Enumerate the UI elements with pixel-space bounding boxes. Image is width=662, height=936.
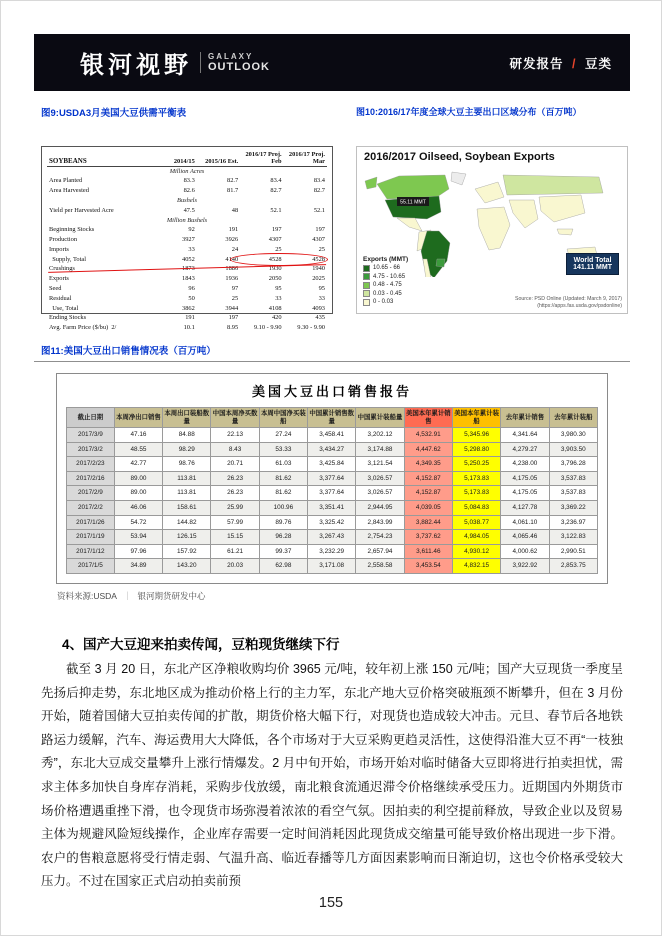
usda-cell: 24	[231, 245, 239, 253]
usda-cell: 25	[231, 294, 239, 302]
sales-value-cell: 96.28	[259, 530, 307, 545]
report-category-label	[510, 54, 612, 72]
sales-value-cell: 5,250.25	[452, 457, 500, 472]
usda-data-row	[47, 255, 327, 265]
sales-value-cell: 3,351.41	[308, 500, 356, 515]
sales-value-cell: 4,349.35	[404, 457, 452, 472]
usda-cell: 82.7	[270, 187, 282, 195]
legend-label: 0.03 - 0.45	[373, 290, 402, 297]
sales-value-cell: 3,267.43	[308, 530, 356, 545]
sales-date-cell: 2017/2/2	[67, 500, 115, 515]
usda-row-label: Yield per Harvested Acre	[49, 206, 114, 214]
usda-data-row	[47, 294, 327, 304]
usda-cell: 3862	[182, 304, 195, 312]
usda-col-header-2015-16: 2015/16 Est.	[197, 150, 240, 167]
sales-value-cell: 3,236.97	[549, 515, 597, 530]
sales-value-cell: 158.61	[163, 500, 211, 515]
usda-cell: 2050	[268, 275, 282, 283]
sales-value-cell: 3,202.12	[356, 428, 404, 443]
usda-row-label: Crushings	[49, 265, 75, 273]
sales-row	[67, 500, 598, 515]
sales-value-cell: 3,611.46	[404, 544, 452, 559]
sales-row	[67, 471, 598, 486]
sales-value-cell: 3,121.54	[356, 457, 404, 472]
data-source-note	[57, 590, 206, 602]
usda-table-title: SOYBEANS	[47, 150, 153, 167]
usda-row-label: Seed	[49, 284, 62, 292]
usda-data-row	[47, 314, 327, 324]
usda-cell: 9.30 - 9.90	[297, 324, 325, 332]
usda-unit-label: Bushels	[177, 196, 197, 204]
usda-cell: 3927	[182, 236, 195, 244]
sales-value-cell: 3,325.42	[308, 515, 356, 530]
usda-cell: 420	[271, 314, 282, 322]
sales-value-cell: 61.03	[259, 457, 307, 472]
sales-value-cell: 5,173.83	[452, 471, 500, 486]
sales-date-cell: 2017/1/5	[67, 559, 115, 574]
sales-header-row	[67, 408, 598, 428]
usda-unit-row	[47, 167, 327, 177]
usda-row-label: Avg. Farm Price ($/bu) 2/	[49, 324, 117, 332]
usda-cell: 4307	[268, 236, 282, 244]
usda-cell: 2025	[312, 275, 325, 283]
legend-swatch	[363, 282, 370, 289]
sales-value-cell: 4,930.12	[452, 544, 500, 559]
usda-cell: 435	[315, 314, 325, 322]
usda-cell: 1940	[312, 265, 325, 273]
sales-value-cell: 53.33	[259, 442, 307, 457]
sales-date-cell: 2017/2/16	[67, 471, 115, 486]
usda-row-label: Area Harvested	[49, 187, 89, 195]
sales-value-cell: 4,175.05	[501, 471, 549, 486]
usda-data-row	[47, 324, 327, 334]
usda-cell: 52.1	[313, 206, 325, 214]
sales-value-cell: 3,922.92	[501, 559, 549, 574]
sales-value-cell: 89.00	[114, 486, 162, 501]
sales-col-header: 去年累计装船	[549, 408, 597, 428]
usda-row-label: Use, Total	[49, 304, 79, 312]
sales-value-cell: 27.24	[259, 428, 307, 443]
sales-value-cell: 4,152.87	[404, 486, 452, 501]
sales-value-cell: 2,853.75	[549, 559, 597, 574]
sales-value-cell: 89.00	[114, 471, 162, 486]
legend-label: 10.65 - 66	[373, 265, 401, 271]
sales-row	[67, 544, 598, 559]
sales-value-cell: 157.92	[163, 544, 211, 559]
usda-row-label: Supply, Total	[49, 255, 87, 263]
usda-cell: 197	[315, 226, 325, 234]
sales-value-cell: 98.76	[163, 457, 211, 472]
sales-value-cell: 3,537.83	[549, 486, 597, 501]
sales-col-header: 本周出口装船数量	[163, 408, 211, 428]
source-suffix: 银河期货研发中心	[137, 591, 206, 601]
usda-cell: 191	[228, 226, 239, 234]
sales-row	[67, 515, 598, 530]
usda-cell: 83.4	[270, 177, 282, 185]
sales-value-cell: 42.77	[114, 457, 162, 472]
sales-value-cell: 113.81	[163, 471, 211, 486]
sales-value-cell: 15.15	[211, 530, 259, 545]
sales-row	[67, 457, 598, 472]
legend-title: Exports (MMT)	[363, 255, 409, 263]
usda-cell: 33	[318, 294, 325, 302]
logo-chinese-text: 银河视野	[80, 52, 192, 79]
sales-value-cell: 4,000.62	[501, 544, 549, 559]
usda-cell: 4528	[312, 255, 325, 263]
usda-data-row	[47, 275, 327, 285]
sales-date-cell: 2017/3/9	[67, 428, 115, 443]
sales-value-cell: 3,458.41	[308, 428, 356, 443]
sales-value-cell: 4,175.05	[501, 486, 549, 501]
usda-unit-label: Million Bushels	[166, 216, 208, 224]
usda-col-header-mar: 2016/17 Proj. Mar	[284, 150, 327, 167]
source-divider: ｜	[122, 591, 132, 601]
legend-item	[363, 265, 408, 272]
usda-data-row	[47, 284, 327, 294]
sales-col-header: 截止日期	[67, 408, 115, 428]
sales-value-cell: 5,084.83	[452, 500, 500, 515]
usda-cell: 82.6	[183, 187, 195, 195]
usda-cell: 50	[188, 294, 195, 302]
sales-value-cell: 46.06	[114, 500, 162, 515]
sales-col-header: 去年累计销售	[501, 408, 549, 428]
legend-swatch	[363, 265, 370, 272]
sales-row	[67, 486, 598, 501]
sales-value-cell: 81.62	[259, 486, 307, 501]
figure11-caption: 图11:美国大豆出口销售情况表（百万吨）	[41, 346, 216, 357]
sales-value-cell: 4,127.78	[501, 500, 549, 515]
sales-value-cell: 3,026.57	[356, 486, 404, 501]
sales-row	[67, 559, 598, 574]
sales-value-cell: 144.82	[163, 515, 211, 530]
sales-value-cell: 98.29	[163, 442, 211, 457]
sales-value-cell: 3,377.64	[308, 471, 356, 486]
sales-col-header: 本周净出口销售	[114, 408, 162, 428]
usda-cell: 1843	[182, 275, 195, 283]
usda-cell: 95	[318, 284, 325, 292]
sales-value-cell: 47.16	[114, 428, 162, 443]
sales-report-title: 美国大豆出口销售报告	[251, 384, 412, 399]
usda-cell: 3926	[225, 236, 239, 244]
usda-cell: 4108	[268, 304, 282, 312]
sales-col-header: 中国本周净买数量	[211, 408, 259, 428]
export-sales-table	[66, 407, 598, 574]
sales-value-cell: 81.62	[259, 471, 307, 486]
usda-row-label: Exports	[49, 275, 69, 283]
sales-value-cell: 2,944.95	[356, 500, 404, 515]
sales-row	[67, 428, 598, 443]
usda-row-label: Beginning Stocks	[49, 226, 95, 234]
category-label: 豆类	[584, 56, 612, 71]
figure10-caption: 图10:2016/17年度全球大豆主要出口区域分布（百万吨）	[356, 107, 582, 117]
sales-col-header: 中国累计销售数量	[308, 408, 356, 428]
sales-row	[67, 530, 598, 545]
usda-cell: 81.7	[227, 187, 239, 195]
sales-date-cell: 2017/2/23	[67, 457, 115, 472]
usda-cell: 92	[188, 226, 195, 234]
usda-col-header-feb: 2016/17 Proj. Feb	[240, 150, 283, 167]
sales-value-cell: 2,657.94	[356, 544, 404, 559]
sales-value-cell: 5,345.96	[452, 428, 500, 443]
sales-value-cell: 3,171.08	[308, 559, 356, 574]
sales-value-cell: 34.89	[114, 559, 162, 574]
usda-data-row	[47, 226, 327, 236]
usda-cell: 96	[188, 284, 195, 292]
usda-unit-label: Million Acres	[169, 167, 205, 175]
sales-value-cell: 97.96	[114, 544, 162, 559]
usda-cell: 25	[275, 245, 282, 253]
usda-cell: 191	[185, 314, 195, 322]
sales-col-header: 中国累计装船量	[356, 408, 404, 428]
export-sales-report-figure	[56, 373, 608, 584]
sales-value-cell: 54.72	[114, 515, 162, 530]
sales-value-cell: 4,238.00	[501, 457, 549, 472]
sales-value-cell: 57.99	[211, 515, 259, 530]
sales-value-cell: 20.03	[211, 559, 259, 574]
legend-label: 0.48 - 4.75	[373, 282, 402, 288]
usda-cell: 1873	[182, 265, 195, 273]
usda-row-label: Residual	[49, 294, 72, 302]
usda-cell: 83.4	[313, 177, 325, 185]
usda-cell: 52.1	[270, 206, 282, 214]
usda-cell: 25	[318, 245, 325, 253]
sales-value-cell: 126.15	[163, 530, 211, 545]
map-legend	[363, 256, 408, 308]
usda-cell: 4140	[225, 255, 239, 263]
sales-value-cell: 3,737.62	[404, 530, 452, 545]
usda-cell: 9.10 - 9.90	[253, 324, 282, 332]
sales-value-cell: 3,425.84	[308, 457, 356, 472]
sales-date-cell: 2017/1/26	[67, 515, 115, 530]
usda-data-row	[47, 265, 327, 275]
usda-unit-row	[47, 216, 327, 226]
usda-cell: 83.3	[183, 177, 195, 185]
usda-row-label: Imports	[49, 245, 69, 253]
usda-data-row	[47, 304, 327, 314]
usda-cell: 1930	[268, 265, 282, 273]
sales-col-header: 本周中国净买装船	[259, 408, 307, 428]
sales-value-cell: 20.71	[211, 457, 259, 472]
map-legend-items	[363, 265, 408, 306]
usda-cell: 3944	[225, 304, 239, 312]
legend-item	[363, 299, 408, 306]
usda-cell: 1886	[225, 265, 239, 273]
sales-value-cell: 2,990.51	[549, 544, 597, 559]
legend-swatch	[363, 273, 370, 280]
sales-value-cell: 3,377.64	[308, 486, 356, 501]
sales-col-header: 美国本年累计装船	[452, 408, 500, 428]
sales-value-cell: 4,039.05	[404, 500, 452, 515]
sales-value-cell: 3,980.30	[549, 428, 597, 443]
sales-value-cell: 3,232.29	[308, 544, 356, 559]
usda-cell: 197	[228, 314, 239, 322]
usda-table-body	[47, 167, 327, 334]
sales-value-cell: 2,558.58	[356, 559, 404, 574]
usda-cell: 48	[231, 206, 239, 214]
usda-col-header-2014-15: 2014/15	[153, 150, 196, 167]
sales-value-cell: 22.13	[211, 428, 259, 443]
usda-row-label: Ending Stocks	[49, 314, 87, 322]
separator-slash: /	[572, 56, 577, 71]
usda-cell: 82.7	[313, 187, 325, 195]
soybean-export-map-figure	[356, 146, 628, 314]
svg-text:55.11 MMT: 55.11 MMT	[400, 199, 426, 206]
usda-data-row	[47, 235, 327, 245]
world-total-value: 141.11 MMT	[573, 264, 612, 271]
sales-value-cell: 4,065.46	[501, 530, 549, 545]
sales-value-cell: 3,537.83	[549, 471, 597, 486]
header-bar	[34, 34, 630, 91]
usda-data-row	[47, 177, 327, 187]
section-heading: 4、国产大豆迎来拍卖传闻，豆粕现货继续下行	[62, 637, 340, 652]
usda-cell: 4307	[312, 236, 325, 244]
sales-value-cell: 4,447.62	[404, 442, 452, 457]
usda-balance-table-figure	[41, 146, 333, 332]
usda-cell: 4528	[268, 255, 282, 263]
usda-cell: 1936	[225, 275, 239, 283]
sales-value-cell: 3,453.54	[404, 559, 452, 574]
sales-value-cell: 4,152.87	[404, 471, 452, 486]
legend-item	[363, 290, 408, 297]
usda-cell: 33	[275, 294, 282, 302]
galaxy-logo	[80, 45, 270, 80]
source-prefix: 资料来源:USDA	[57, 591, 117, 601]
sales-value-cell: 4,061.10	[501, 515, 549, 530]
sales-value-cell: 99.37	[259, 544, 307, 559]
sales-value-cell: 3,026.57	[356, 471, 404, 486]
sales-value-cell: 5,298.80	[452, 442, 500, 457]
usda-cell: 97	[231, 284, 239, 292]
page-number: 155	[318, 895, 344, 911]
usda-cell: 10.1	[183, 324, 195, 332]
usda-header-row	[47, 150, 327, 167]
sales-row	[67, 442, 598, 457]
usda-data-row	[47, 187, 327, 197]
sales-value-cell: 48.55	[114, 442, 162, 457]
sales-value-cell: 26.23	[211, 486, 259, 501]
usda-cell: 197	[271, 226, 282, 234]
logo-english-text: GALAXY OUTLOOK	[200, 52, 270, 73]
usda-supply-demand-table	[47, 150, 327, 333]
sales-value-cell: 84.88	[163, 428, 211, 443]
legend-swatch	[363, 290, 370, 297]
usda-data-row	[47, 206, 327, 216]
usda-cell: 47.5	[183, 206, 195, 214]
sales-date-cell: 2017/1/19	[67, 530, 115, 545]
map-title: 2016/2017 Oilseed, Soybean Exports	[364, 151, 555, 163]
world-total-badge	[566, 253, 619, 275]
sales-value-cell: 100.96	[259, 500, 307, 515]
sales-value-cell: 26.23	[211, 471, 259, 486]
sales-value-cell: 2,754.23	[356, 530, 404, 545]
usda-cell: 33	[188, 245, 195, 253]
sales-date-cell: 2017/2/9	[67, 486, 115, 501]
sales-date-cell: 2017/3/2	[67, 442, 115, 457]
usda-unit-row	[47, 196, 327, 206]
sales-value-cell: 143.20	[163, 559, 211, 574]
sales-value-cell: 8.43	[211, 442, 259, 457]
sales-date-cell: 2017/1/12	[67, 544, 115, 559]
legend-label: 4.75 - 10.65	[373, 273, 406, 280]
sales-value-cell: 4,341.64	[501, 428, 549, 443]
legend-label: 0 - 0.03	[373, 299, 394, 305]
sales-value-cell: 5,038.77	[452, 515, 500, 530]
report-label: 研发报告	[509, 56, 564, 71]
legend-swatch	[363, 299, 370, 306]
sales-value-cell: 3,122.83	[549, 530, 597, 545]
sales-value-cell: 3,174.88	[356, 442, 404, 457]
sales-value-cell: 3,796.28	[549, 457, 597, 472]
legend-item	[363, 273, 408, 280]
sales-value-cell: 53.94	[114, 530, 162, 545]
sales-col-header: 美国本年累计销售	[404, 408, 452, 428]
sales-value-cell: 113.81	[163, 486, 211, 501]
horizontal-rule	[34, 361, 630, 362]
sales-value-cell: 4,984.05	[452, 530, 500, 545]
sales-value-cell: 4,832.15	[452, 559, 500, 574]
usda-cell: 4052	[182, 255, 195, 263]
sales-value-cell: 5,173.83	[452, 486, 500, 501]
sales-value-cell: 25.99	[211, 500, 259, 515]
sales-value-cell: 4,532.91	[404, 428, 452, 443]
map-source-note: Source: PSD Online (Updated: March 9, 2017) (https://apps.fas.usda.gov/psdonline)	[515, 296, 622, 309]
body-paragraph: 截至 3 月 20 日，东北产区净粮收购均价 3965 元/吨，较年初上涨 150 元/吨；国产大豆现货一季度呈先扬后抑走势，东北地区成为推动价格上行的主力军，东北产地大豆价格突破瓶颈不断攀升，但在 3 月份开始，随着国储大豆拍卖传闻的扩散，期货价格大幅下行，对现货也造成较大冲击。元旦、春节后各地铁路运力缓解，汽车、海运费用大大降低，各个市场对于大豆采购更趋灵活性，这使得沿淮大豆不再“一枝独秀”，东北大豆成交量攀升上涨行情爆发。2 月中旬开始，市场开始对临时储备大豆即将进行拍卖担忧，需求主体多加快自身库存消耗，采购步伐放缓，南北粮食流通迟滞令价格继续承受压力。近期国内外期货市场价格遭遇重挫下滑，也令现货市场弥漫着浓浓的看空气氛。因拍卖的利空提前释放，导致企业以及贸易主体为规避风险短线操作，企业库存需要一定时间消耗因此现货成交缩量可能导致价格出现进一步下滑。农户的售粮意愿将受行情走弱、气温升高、临近春播等几方面因素影响而日渐迫切，这也令价格承受较大压力。不过在国家正式启动拍卖前预	[41, 662, 623, 889]
sales-value-cell: 61.21	[211, 544, 259, 559]
sales-value-cell: 3,369.22	[549, 500, 597, 515]
legend-item	[363, 282, 408, 289]
sales-value-cell: 2,843.99	[356, 515, 404, 530]
usda-cell: 4093	[312, 304, 325, 312]
sales-table-body	[67, 428, 598, 574]
sales-value-cell: 3,434.27	[308, 442, 356, 457]
sales-value-cell: 62.98	[259, 559, 307, 574]
figure9-caption: 图9:USDA3月美国大豆供需平衡表	[41, 108, 187, 119]
us-export-label	[397, 197, 429, 206]
usda-data-row	[47, 245, 327, 255]
sales-value-cell: 3,903.50	[549, 442, 597, 457]
world-total-label: World Total	[573, 257, 612, 264]
sales-value-cell: 89.76	[259, 515, 307, 530]
usda-row-label: Area Planted	[49, 177, 83, 185]
usda-row-label: Production	[49, 236, 78, 244]
usda-cell: 8.95	[227, 324, 239, 332]
usda-cell: 95	[275, 284, 282, 292]
sales-value-cell: 3,882.44	[404, 515, 452, 530]
usda-cell: 82.7	[227, 177, 239, 185]
sales-value-cell: 4,279.27	[501, 442, 549, 457]
